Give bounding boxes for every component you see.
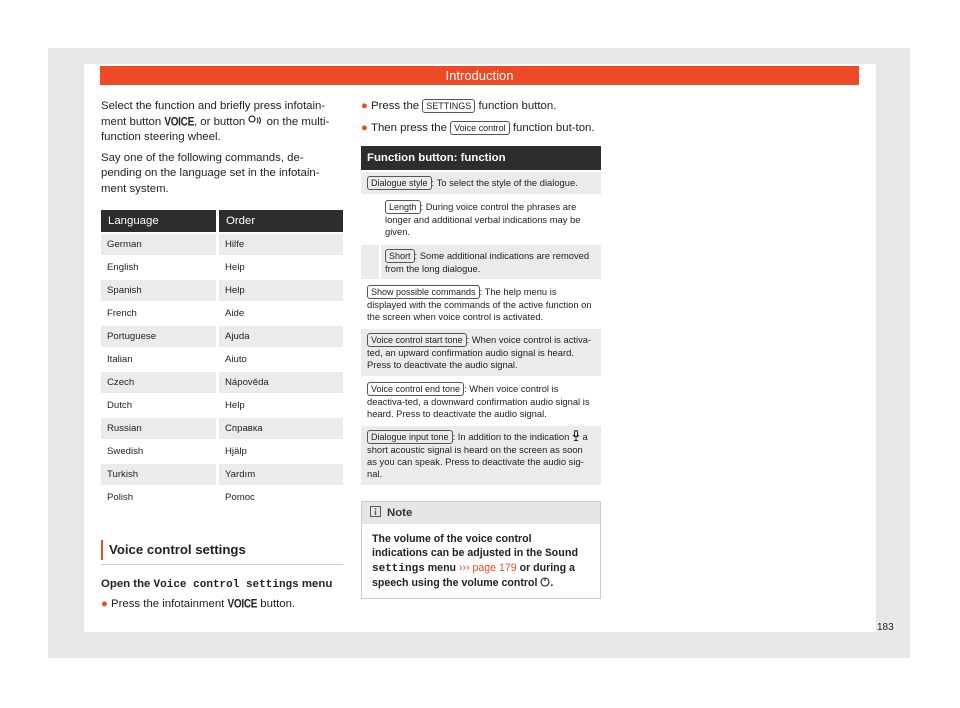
language-cell: Polish [101, 487, 219, 508]
language-header: Language [101, 210, 219, 232]
order-cell: Aiuto [219, 349, 343, 370]
page-reference-link[interactable]: ››› page 179 [458, 562, 517, 575]
right-column [361, 99, 601, 599]
function-row-end-tone: Voice control end tone : When voice control is deactiva-ted, a downward confirmation audio signal is heard. Press to deactivate the audio signal. [367, 382, 590, 419]
language-cell: Portuguese [101, 326, 219, 347]
function-row-start-tone: Voice control start tone : When voice control is activa-ted, an upward confirmation audio signal is heard. Press to deactivate the audio signal. [361, 329, 601, 375]
settings-key: SETTINGS [422, 99, 475, 113]
note-text: The volume of the voice control indications can be adjusted in the Sound settings menu ››› page 179 or during a speech using the volume control . [372, 532, 579, 590]
function-subrow-short: Short : Some additional indications are removed from the long dialogue. [361, 245, 601, 279]
voice-button-icon: VOICE [164, 115, 194, 129]
table-row [101, 257, 343, 278]
section-rule [101, 564, 343, 565]
table-row [101, 395, 343, 416]
function-table-header: Function button: function [361, 146, 601, 170]
language-cell: Czech [101, 372, 219, 393]
function-table [361, 146, 601, 484]
language-cell: Swedish [101, 441, 219, 462]
bullet-voice-control: ● Then press the Voice control function but-ton. [361, 121, 601, 137]
note-header: Note [362, 502, 600, 524]
intro-paragraph: Select the function and briefly press infotain-ment button VOICE, or button on the multi-function steering wheel. [101, 100, 330, 144]
order-cell: Yardım [219, 464, 343, 485]
order-cell: Hilfe [219, 234, 343, 255]
table-row [101, 418, 343, 439]
order-cell: Help [219, 257, 343, 278]
volume-knob-icon [540, 577, 550, 587]
order-cell: Справка [219, 418, 343, 439]
order-header: Order [219, 210, 343, 232]
order-cell: Help [219, 280, 343, 301]
bullet-dot-icon: ● [361, 121, 368, 134]
language-table [101, 208, 343, 510]
left-column [101, 99, 343, 612]
table-row [101, 441, 343, 462]
language-cell: Russian [101, 418, 219, 439]
function-row-show-commands: Show possible commands : The help menu is displayed with the commands of the active function on the screen when voice control is activated. [367, 285, 592, 322]
language-cell: Italian [101, 349, 219, 370]
language-cell: French [101, 303, 219, 324]
order-cell: Hjälp [219, 441, 343, 462]
table-row [101, 349, 343, 370]
language-cell: English [101, 257, 219, 278]
note-box [361, 501, 601, 600]
order-cell: Ajuda [219, 326, 343, 347]
order-cell: Pomoc [219, 487, 343, 508]
info-icon [370, 506, 381, 517]
section-title: Voice control settings [101, 540, 343, 560]
language-cell: Dutch [101, 395, 219, 416]
language-cell: German [101, 234, 219, 255]
function-row-input-tone: Dialogue input tone : In addition to the indication a short acoustic signal is heard on the screen as soon as you can speak. Press to deactivate the audio sig-nal. [361, 426, 601, 485]
order-cell: Help [219, 395, 343, 416]
table-row [101, 280, 343, 301]
function-subrow-length: Length : During voice control the phrases are longer and additional verbal indications may be given. [361, 196, 601, 242]
table-row [101, 487, 343, 508]
voice-steering-icon [248, 115, 263, 126]
page-header: Introduction [100, 66, 859, 85]
table-row [101, 372, 343, 393]
table-row [101, 303, 343, 324]
order-cell: Aide [219, 303, 343, 324]
table-row [101, 326, 343, 347]
bullet-dot-icon: ● [361, 100, 368, 112]
microphone-icon [572, 430, 580, 441]
language-cell: Turkish [101, 464, 219, 485]
page-number: 183 [877, 622, 894, 633]
language-cell: Spanish [101, 280, 219, 301]
bullet-settings: ● Press the SETTINGS function button. [361, 99, 601, 115]
order-cell: Nápověda [219, 372, 343, 393]
bullet-dot-icon: ● [101, 597, 108, 610]
table-row [101, 464, 343, 485]
function-row-dialogue-style: Dialogue style : To select the style of the dialogue. [361, 172, 601, 194]
commands-paragraph: Say one of the following commands, de-pending on the language set in the infotain-ment system. [101, 151, 320, 195]
bullet-press-voice: ● Press the infotainment VOICE button. [101, 597, 343, 613]
open-menu-line: Open the Voice control settings menu [101, 577, 333, 591]
voice-button-icon: VOICE [227, 597, 258, 611]
voice-control-key: Voice control [450, 121, 510, 135]
table-row [101, 234, 343, 255]
